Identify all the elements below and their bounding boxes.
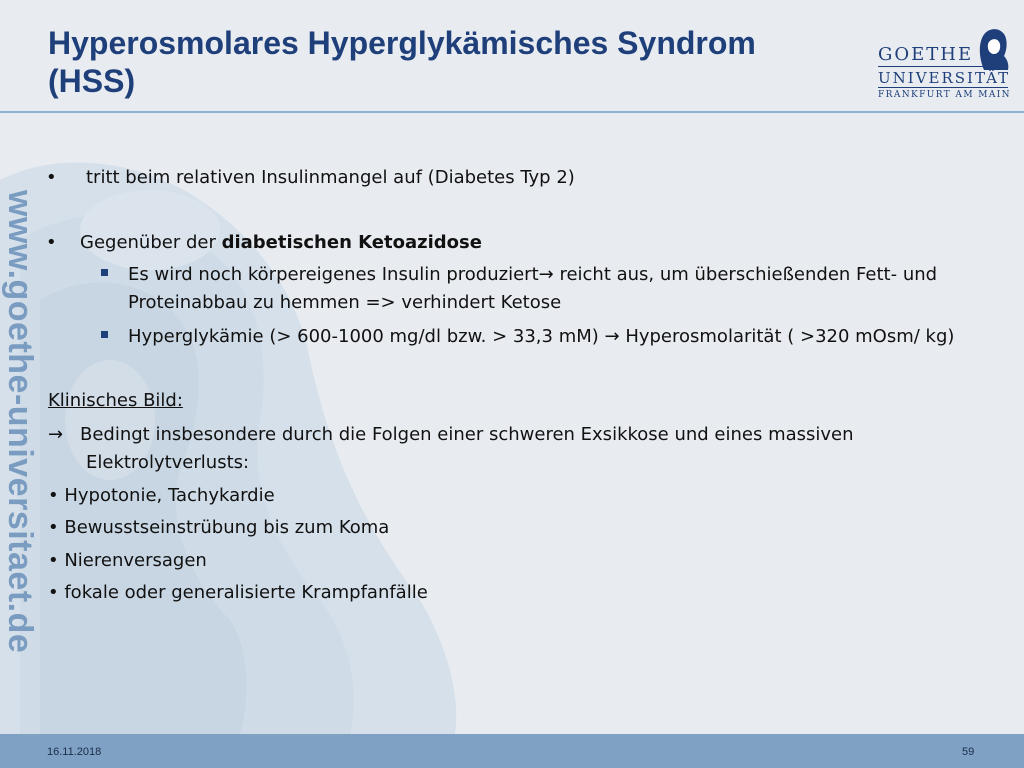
footer-date: 16.11.2018 — [47, 746, 102, 758]
sub-bullet-1-line2: Proteinabbau zu hemmen => verhindert Ketose — [128, 292, 562, 313]
bullet-2-bold: diabetischen Ketoazidose — [221, 232, 482, 253]
title-divider — [0, 111, 1024, 113]
slide-title-line2: (HSS) — [48, 63, 136, 99]
clinical-item: • fokale oder generalisierte Krampfanfälle — [48, 582, 428, 603]
bullet-1-text: tritt beim relativen Insulinmangel auf (Diabetes Typ 2) — [86, 167, 575, 188]
slide-footer — [0, 734, 1024, 768]
university-logo — [862, 22, 1012, 102]
logo-goethe: GOETHE — [878, 44, 974, 65]
logo-divider-bottom — [878, 87, 1008, 88]
sub-bullet-1-square-icon — [101, 269, 108, 276]
clinical-intro-line1: Bedingt insbesondere durch die Folgen einer schweren Exsikkose und eines massiven — [80, 424, 854, 445]
clinical-item: • Bewusstseinstrübung bis zum Koma — [48, 517, 390, 538]
university-url-watermark: www.goethe-universitaet.de — [1, 190, 39, 654]
sub-bullet-2-line — [128, 323, 954, 351]
clinical-intro-line2: Elektrolytverlusts: — [86, 452, 250, 473]
sub-bullet-1-text-a: Es wird noch körpereigenes Insulin produziert — [128, 264, 539, 285]
arrow-icon: → — [604, 326, 620, 347]
clinical-heading: Klinisches Bild: — [48, 390, 183, 411]
clinical-item: • Hypotonie, Tachykardie — [48, 485, 275, 506]
sub-bullet-1-line1 — [128, 261, 937, 289]
bullet-2-text — [80, 229, 482, 257]
logo-divider-top — [878, 66, 1008, 67]
goethe-portrait-icon — [974, 22, 1010, 72]
footer-page-number: 59 — [962, 746, 975, 758]
arrow-icon: → — [538, 264, 554, 285]
sub-bullet-2-text-b: Hyperosmolarität ( >320 mOsm/ kg) — [619, 326, 955, 347]
clinical-item: • Nierenversagen — [48, 550, 207, 571]
slide-title-line1: Hyperosmolares Hyperglykämisches Syndrom — [48, 25, 756, 61]
logo-universitaet: UNIVERSITÄT — [878, 69, 1011, 87]
sub-bullet-2-text-a: Hyperglykämie (> 600-1000 mg/dl bzw. > 33,3 mM) — [128, 326, 605, 347]
bullet-2-mark: • — [46, 232, 57, 253]
logo-frankfurt: FRANKFURT AM MAIN — [878, 90, 1011, 100]
sub-bullet-1-text-b: reicht aus, um überschießenden Fett- und — [553, 264, 938, 285]
clinical-arrow-icon: → — [48, 424, 64, 445]
bullet-2-prefix: Gegenüber der — [80, 232, 222, 253]
sub-bullet-2-square-icon — [101, 331, 108, 338]
slide-title — [48, 24, 838, 100]
bullet-1-mark: • — [46, 167, 57, 188]
